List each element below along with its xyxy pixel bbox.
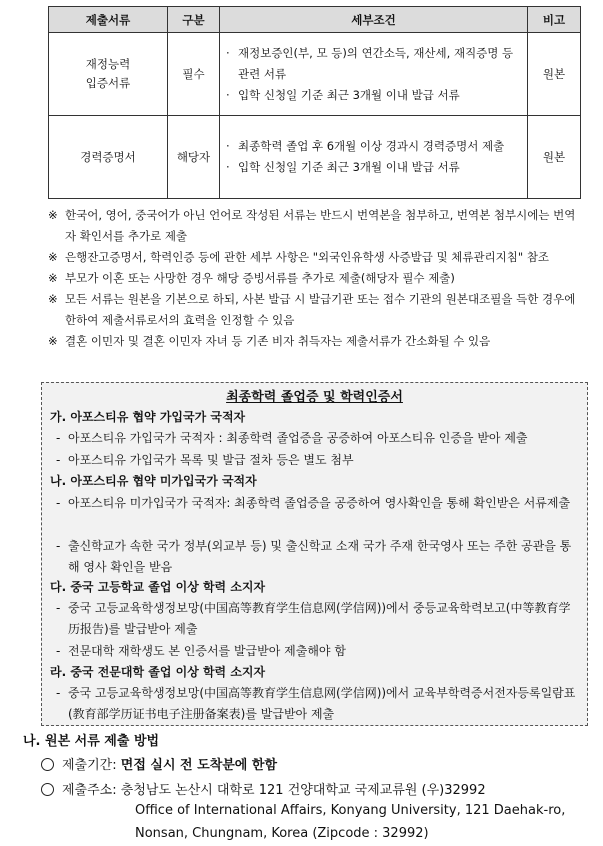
detail-item: · 재정보증인(부, 모 등)의 연간소득, 재산세, 재직증명 등 관련 서류 [226, 45, 514, 81]
detail-item: · 입학 신청일 기준 최근 3개월 이내 발급 서류 [226, 160, 460, 174]
details-cell [220, 116, 528, 199]
circle-bullet-icon [41, 783, 54, 796]
type-cell: 필수 [168, 33, 220, 116]
type-cell: 해당자 [168, 116, 220, 199]
column-header: 구분 [168, 7, 220, 33]
deadline-line [41, 754, 277, 773]
address-english-1: Office of International Affairs, Konyang University, 121 Daehak-ro, [135, 803, 566, 818]
list-item: - 중국 고등교육학생정보망(中国高等教育学生信息网(学信网))에서 중등교육학력보고(中等教育学历报告)를 발급받아 제출 [56, 601, 571, 636]
address-english-2: Nonsan, Chungnam, Korea (Zipcode : 32992) [135, 826, 429, 841]
column-header: 세부조건 [220, 7, 528, 33]
note-item: ※ 부모가 이혼 또는 사망한 경우 해당 증빙서류를 추가로 제출(해당자 필수 제출) [48, 268, 582, 289]
address-line [41, 779, 486, 798]
list-item: - 아포스티유 미가입국가 국적자: 최종학력 졸업증을 공증하여 영사확인을 통해 확인받은 서류제출 [56, 496, 571, 510]
detail-item: · 입학 신청일 기준 최근 3개월 이내 발급 서류 [226, 87, 460, 102]
deadline-value: 면접 실시 전 도착분에 한함 [120, 758, 278, 773]
list-item: - 아포스티유 가입국가 목록 및 발급 절차 등은 별도 첨부 [56, 453, 354, 467]
note-cell: 원본 [528, 33, 581, 116]
detail-item: · 최종학력 졸업 후 6개월 이상 경과시 경력증명서 제출 [226, 139, 505, 153]
list-item: - 아포스티유 가입국가 국적자 : 최종학력 졸업증을 공증하여 아포스티유 인증을 받아 제출 [56, 431, 528, 445]
list-item: - 전문대학 재학생도 본 인증서를 발급받아 제출해야 함 [56, 644, 346, 658]
note-item: ※ 은행잔고증명서, 학력인증 등에 관한 세부 사항은 "외국인유학생 사증발급 및 체류관리지침" 참조 [48, 247, 582, 268]
details-cell [220, 33, 528, 116]
diploma-info-box [41, 382, 588, 726]
section-heading: 가. 아포스티유 협약 가입국가 국적자 [50, 410, 246, 424]
note-mark: ※ [48, 334, 58, 348]
column-header: 비고 [528, 7, 581, 33]
section-heading: 나. 아포스티유 협약 미가입국가 국적자 [50, 474, 257, 488]
doc-cell: 경력증명서 [49, 116, 168, 199]
note-item: ※ 결혼 이민자 및 결혼 이민자 자녀 등 기존 비자 취득자는 제출서류가 간소화될 수 있음 [48, 331, 582, 352]
note-mark: ※ [48, 271, 58, 285]
deadline-label: 제출기간: [62, 758, 117, 773]
address-korean: 충청남도 논산시 대학로 121 건양대학교 국제교류원 (우)32992 [120, 783, 486, 798]
list-item: - 출신학교가 속한 국가 정부(외교부 등) 및 출신학교 소재 국가 주재 한국영사 또는 주한 공관을 통해 영사 확인을 받음 [56, 539, 572, 574]
table-header-row [49, 7, 581, 33]
note-mark: ※ [48, 250, 58, 264]
section-heading: 라. 중국 전문대학 졸업 이상 학력 소지자 [50, 665, 266, 679]
note-mark: ※ [48, 292, 58, 306]
note-item: ※ 모든 서류는 원본을 기본으로 하되, 사본 발급 시 발급기관 또는 접수 기관의 원본대조필을 득한 경우에 한하여 제출서류로서의 효력을 인정할 수 있음 [48, 289, 582, 331]
notes-list [48, 205, 582, 352]
note-item: ※ 한국어, 영어, 중국어가 아닌 언어로 작성된 서류는 반드시 번역본을 첨부하고, 번역본 첨부시에는 번역자 확인서를 추가로 제출 [48, 205, 582, 247]
note-cell: 원본 [528, 116, 581, 199]
table-row [49, 116, 581, 199]
requirements-table [48, 6, 581, 199]
box-title: 최종학력 졸업증 및 학력인증서 [226, 390, 403, 405]
table-row [49, 33, 581, 116]
note-mark: ※ [48, 208, 58, 222]
circle-bullet-icon [41, 758, 54, 771]
list-item: - 중국 고등교육학생정보망(中国高等教育学生信息网(学信网))에서 교육부학력증서전자등록일람표(教育部学历证书电子注册备案表)를 발급받아 제출 [56, 686, 576, 721]
column-header: 제출서류 [49, 7, 168, 33]
address-label: 제출주소: [62, 783, 117, 798]
section-title: 나. 원본 서류 제출 방법 [23, 734, 160, 749]
doc-cell: 재정능력 입증서류 [49, 33, 168, 116]
section-heading: 다. 중국 고등학교 졸업 이상 학력 소지자 [50, 580, 266, 594]
